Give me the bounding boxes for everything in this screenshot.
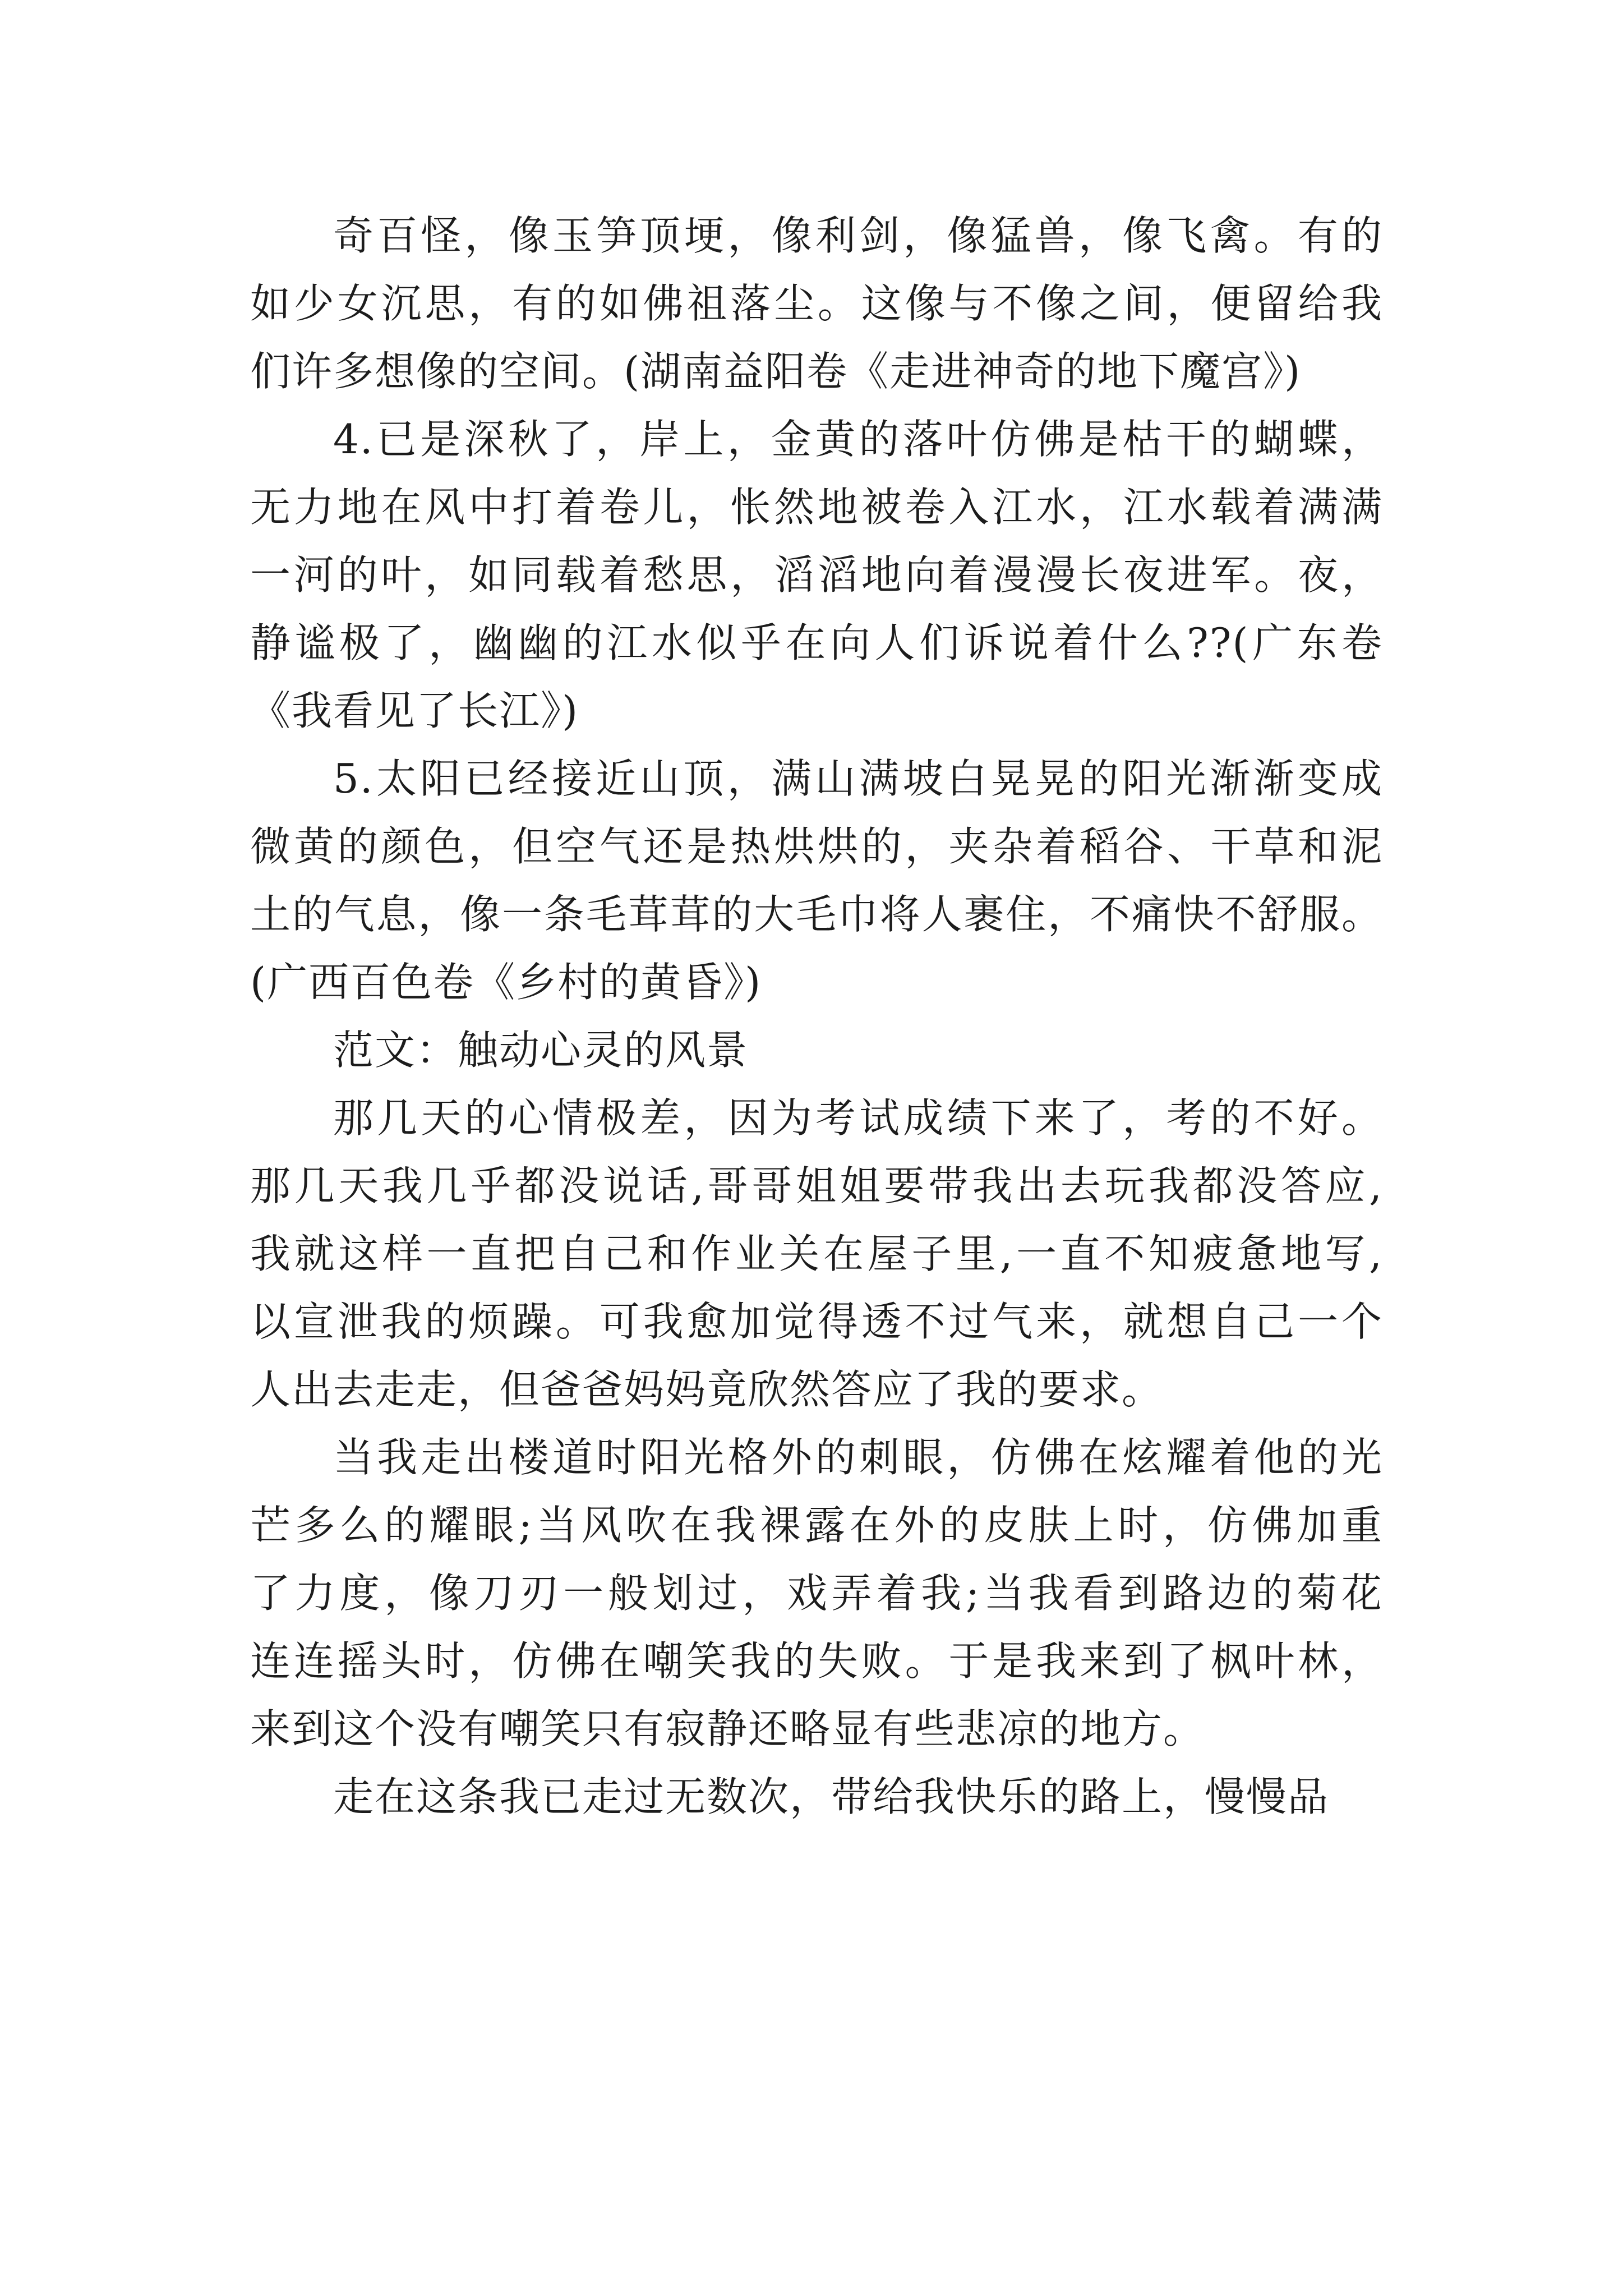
document-body xyxy=(250,202,1383,1831)
text-line: 范文：触动心灵的风景 xyxy=(333,1027,749,1074)
text-line: 无力地在风中打着卷儿，怅然地被卷入江水，江水载着满满 xyxy=(250,484,1383,531)
text-line: 4.已是深秋了，岸上，金黄的落叶仿佛是枯干的蝴蝶， xyxy=(333,416,1383,463)
text-line: 那几天的心情极差，因为考试成绩下来了，考的不好。 xyxy=(333,1094,1383,1142)
text-line: 连连摇头时，仿佛在嘲笑我的失败。于是我来到了枫叶林， xyxy=(250,1637,1383,1685)
paragraph-example-4 xyxy=(250,406,1383,745)
text-line: 奇百怪，像玉笋顶埂，像利剑，像猛兽，像飞禽。有的 xyxy=(333,212,1383,259)
text-line: 那几天我几乎都没说话,哥哥姐姐要带我出去玩我都没答应, xyxy=(250,1162,1383,1209)
text-line: 了力度，像刀刃一般划过，戏弄着我;当我看到路边的菊花 xyxy=(250,1570,1383,1617)
text-line: 如少女沉思，有的如佛祖落尘。这像与不像之间，便留给我 xyxy=(250,280,1383,327)
essay-paragraph-2 xyxy=(250,1424,1383,1763)
text-line: 芒多么的耀眼;当风吹在我裸露在外的皮肤上时，仿佛加重 xyxy=(250,1502,1383,1549)
essay-title xyxy=(250,1016,1383,1084)
text-line: 来到这个没有嘲笑只有寂静还略显有些悲凉的地方。 xyxy=(250,1705,1205,1752)
text-line: 5.太阳已经接近山顶，满山满坡白晃晃的阳光渐渐变成 xyxy=(333,755,1383,802)
text-line: 人出去走走，但爸爸妈妈竟欣然答应了我的要求。 xyxy=(250,1366,1164,1413)
text-line: 土的气息，像一条毛茸茸的大毛巾将人裹住，不痛快不舒服。 xyxy=(250,891,1383,938)
paragraph-example-5 xyxy=(250,745,1383,1016)
essay-paragraph-1 xyxy=(250,1084,1383,1424)
text-line: (广西百色卷《乡村的黄昏》) xyxy=(250,959,762,1006)
text-line: 走在这条我已走过无数次，带给我快乐的路上，慢慢品 xyxy=(333,1773,1330,1820)
text-line: 一河的叶，如同载着愁思，滔滔地向着漫漫长夜进军。夜， xyxy=(250,551,1383,599)
text-line: 以宣泄我的烦躁。可我愈加觉得透不过气来，就想自己一个 xyxy=(250,1298,1383,1345)
essay-paragraph-3 xyxy=(250,1763,1383,1831)
text-line: 微黄的颜色，但空气还是热烘烘的，夹杂着稻谷、干草和泥 xyxy=(250,823,1383,870)
text-line: 们许多想像的空间。(湖南益阳卷《走进神奇的地下魔宫》) xyxy=(250,348,1302,395)
text-line: 《我看见了长江》) xyxy=(250,687,579,734)
paragraph-karst-description xyxy=(250,202,1383,406)
text-line: 我就这样一直把自己和作业关在屋子里,一直不知疲惫地写, xyxy=(250,1230,1383,1277)
text-line: 当我走出楼道时阳光格外的刺眼，仿佛在炫耀着他的光 xyxy=(333,1434,1383,1481)
text-line: 静谧极了，幽幽的江水似乎在向人们诉说着什么??(广东卷 xyxy=(250,619,1383,666)
